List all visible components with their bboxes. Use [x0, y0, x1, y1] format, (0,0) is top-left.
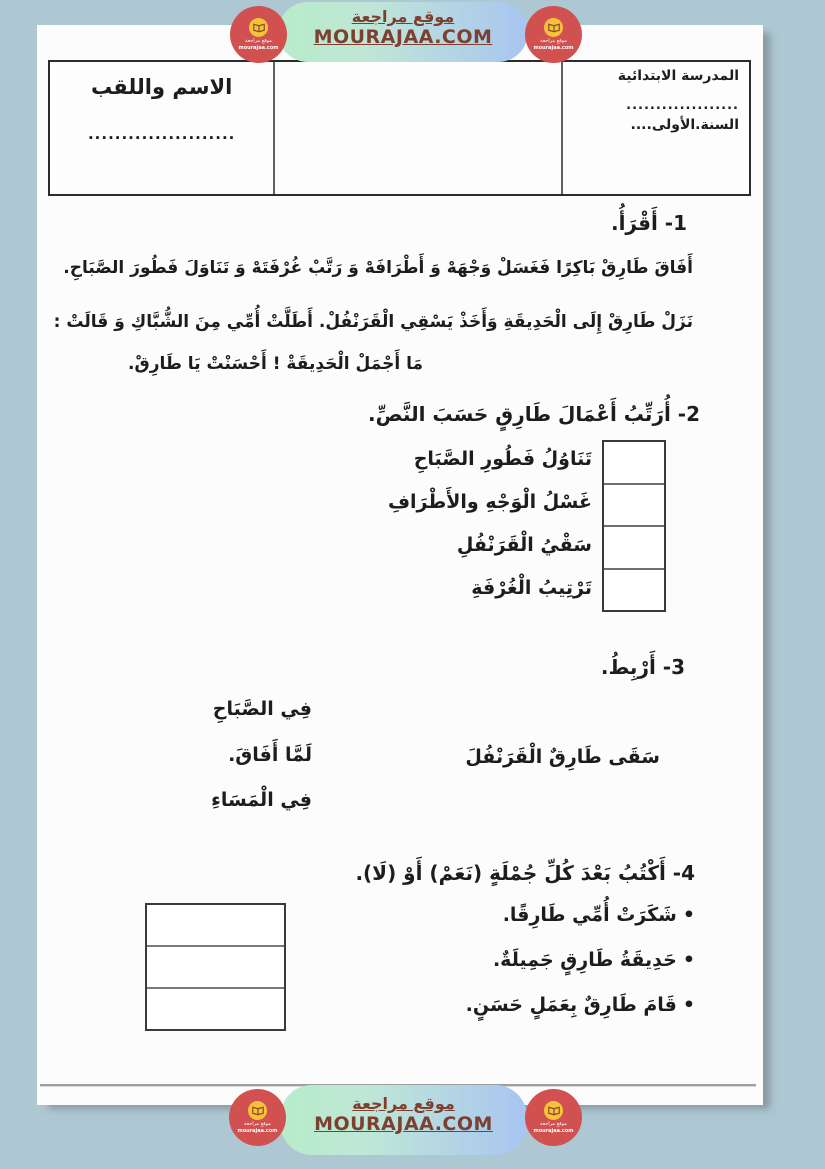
match-option: فِي الصَّبَاحِ [212, 698, 312, 720]
yes-no-sentence [466, 994, 695, 1016]
reading-text-line: أَفَاقَ طَارِقْ بَاكِرًا فَغَسَلْ وَجْهَهْ وَ أَطْرَافَهْ وَ رَتَّبْ غُرْفَتَهْ وَ تَنَاوَلَ فَطُورَ الصَّبَاحِ. [63, 258, 693, 278]
order-answer-column [602, 440, 666, 612]
logo-badge [229, 1089, 286, 1146]
yes-no-answer-row-1 [147, 905, 284, 947]
sentence-text: حَدِيقَةُ طَارِقٍ جَمِيلَةٌ. [492, 949, 677, 971]
site-name-arabic: موقع مراجعة [352, 1094, 455, 1113]
order-answer-box-3 [604, 527, 664, 570]
student-info-table [48, 60, 751, 196]
order-answer-box-2 [604, 485, 664, 528]
match-option: لَمَّا أَفَاقَ. [228, 744, 312, 766]
exercise4-title: 4- أَكْتُبُ بَعْدَ كُلِّ جُمْلَةٍ (نَعَمْ) أَوْ (لَا). [355, 861, 695, 885]
book-icon [544, 1101, 563, 1120]
order-item: تَنَاوُلُ فَطُورِ الصَّبَاحِ [413, 448, 592, 470]
order-answer-box-1 [604, 442, 664, 485]
site-domain: MOURAJAA.COM [313, 26, 493, 48]
match-stem: سَقَى طَارِقٌ الْقَرَنْفُلَ [465, 746, 660, 768]
logo-badge [525, 6, 582, 63]
badge-site-domain: mourajaa.com [237, 1128, 278, 1134]
book-icon [544, 18, 563, 37]
site-domain: MOURAJAA.COM [314, 1113, 493, 1135]
badge-site-name: موقع مراجعة [245, 38, 272, 44]
order-answer-box-4 [604, 570, 664, 611]
name-label: الاسم واللقب [91, 75, 233, 99]
sentence-text: شَكَرَتْ أُمِّي طَارِقًا. [502, 904, 677, 926]
school-label: المدرسة الابتدائية [617, 68, 739, 84]
exercise2-title: 2- أُرَتِّبُ أَعْمَالَ طَارِقٍ حَسَبَ النَّصِّ. [368, 402, 700, 426]
site-banner-bottom [280, 1085, 527, 1155]
exercise3-title: 3- أَرْبِطُ. [600, 655, 685, 679]
sentence-text: قَامَ طَارِقٌ بِعَمَلٍ حَسَنٍ. [465, 994, 677, 1016]
year-label: السنة.الأولى.... [630, 117, 739, 133]
yes-no-answer-box [145, 903, 286, 1031]
worksheet-page [37, 25, 763, 1105]
yes-no-answer-row-3 [147, 989, 284, 1029]
logo-badge [230, 6, 287, 63]
yes-no-sentence [493, 949, 695, 971]
empty-cell [273, 62, 560, 194]
order-item: تَرْتِيبُ الْغُرْفَةِ [471, 577, 592, 599]
school-cell [561, 62, 750, 194]
book-icon [248, 1101, 267, 1120]
logo-badge [525, 1089, 582, 1146]
bullet-marker: • [682, 994, 695, 1016]
yes-no-answer-row-2 [147, 947, 284, 989]
match-option: فِي الْمَسَاءِ [211, 789, 312, 811]
order-item: سَقْيُ الْقَرَنْفُلِ [456, 534, 592, 556]
badge-site-name: موقع مراجعة [540, 1121, 567, 1127]
name-dotted-line: ...................... [87, 125, 236, 143]
bullet-marker: • [682, 904, 695, 926]
badge-site-domain: mourajaa.com [238, 45, 279, 51]
badge-site-domain: mourajaa.com [533, 1128, 574, 1134]
exercise1-title: 1- أَقْرَأُ. [610, 211, 687, 235]
badge-site-name: موقع مراجعة [244, 1121, 271, 1127]
book-icon [249, 18, 268, 37]
bullet-marker: • [682, 949, 695, 971]
site-name-arabic: موقع مراجعة [351, 7, 455, 26]
yes-no-sentence [503, 904, 695, 926]
reading-text-line: مَا أَجْمَلْ الْحَدِيقَةْ ! أَحْسَنْتْ يَا طَارِقْ. [128, 354, 423, 374]
school-dotted-line: ................... [626, 98, 739, 113]
site-banner-top [278, 2, 528, 62]
badge-site-domain: mourajaa.com [533, 45, 574, 51]
order-item: غَسْلُ الْوَجْهِ والأَطْرَافِ [387, 491, 592, 513]
name-cell [50, 62, 273, 194]
reading-text-line: نَزَلْ طَارِقْ إِلَى الْحَدِيقَةِ وَأَخَذْ يَسْقِي الْقَرَنْفُلْ. أَطَلَّتْ أُمِّي مِنَ الشُّبَّاكِ وَ قَالَتْ : [53, 312, 693, 332]
badge-site-name: موقع مراجعة [540, 38, 567, 44]
